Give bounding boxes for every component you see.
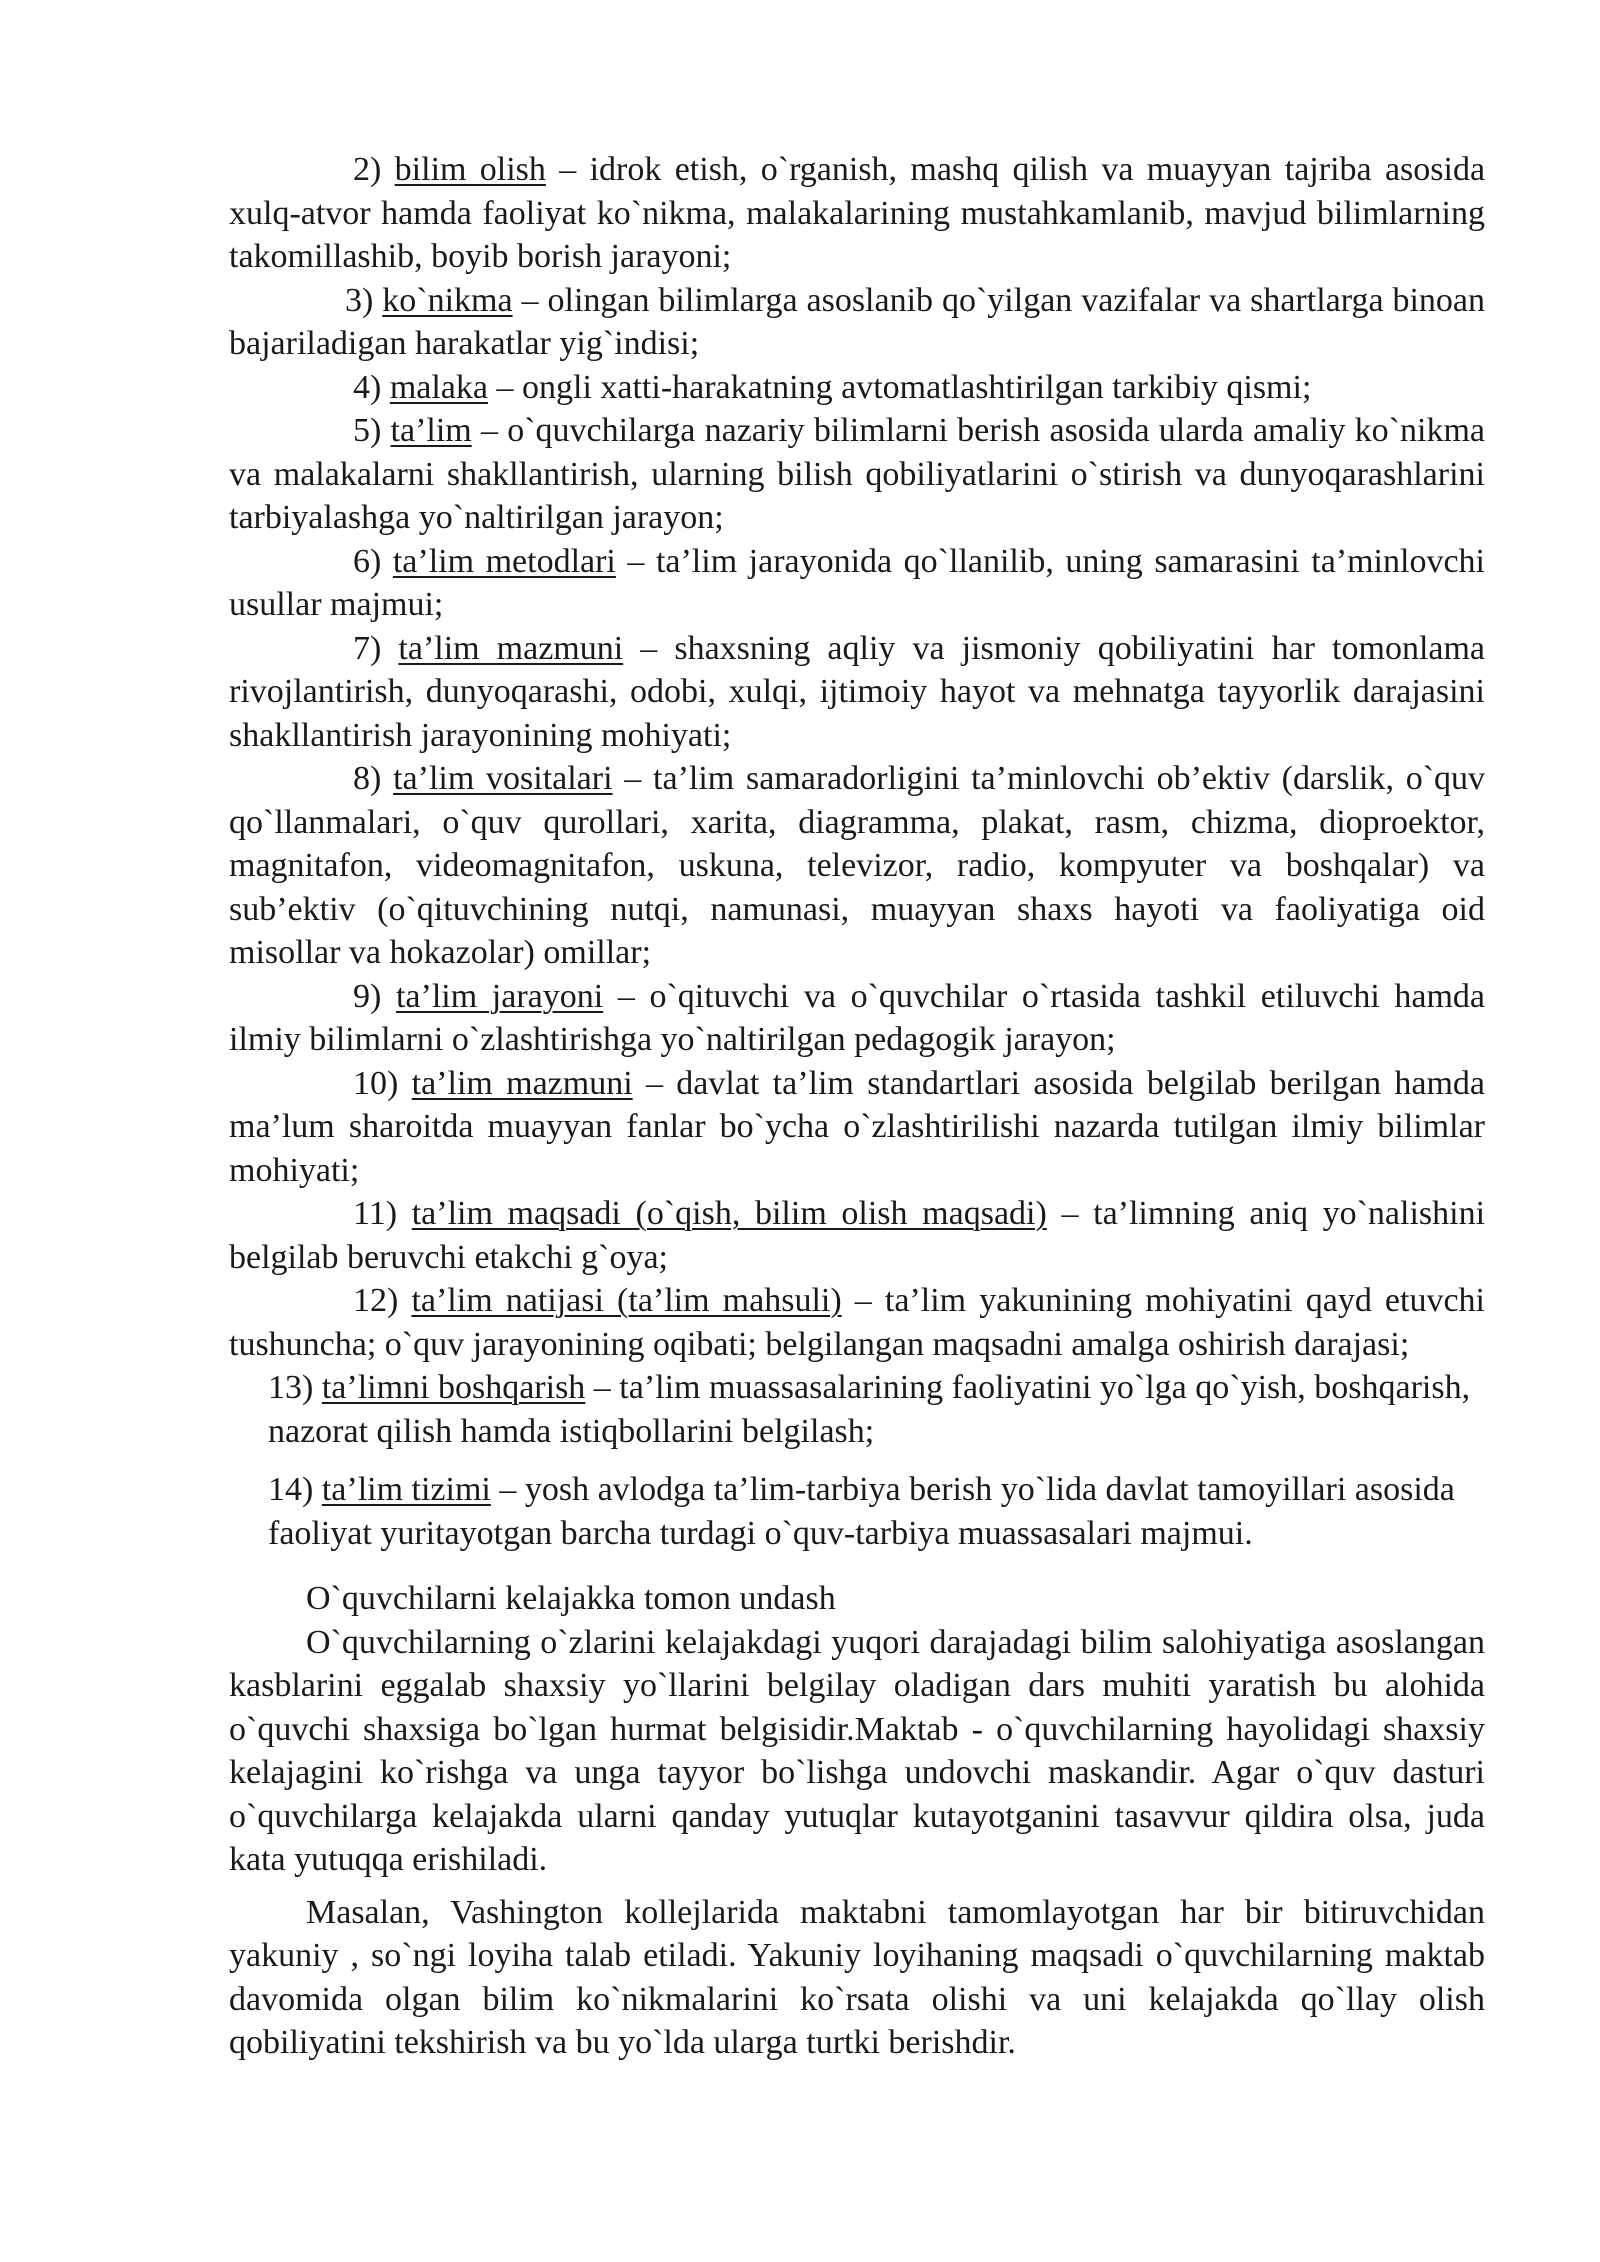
definition-item <box>229 757 1485 975</box>
dash: – <box>499 1471 517 1508</box>
item-number: 4) <box>353 368 382 406</box>
term: ta’lim metodlari <box>392 542 616 580</box>
definition-text: ta’lim jarayonida qo`llanilib, uning samarasini ta’minlovchi usullar majmui; <box>229 542 1485 623</box>
definition-item <box>229 627 1485 758</box>
definition-text: ta’lim muassasalarining faoliyatini yo`lga qo`yish, boshqarish, nazorat qilish hamda istiqbollarini belgilash; <box>268 1369 1471 1450</box>
definition-item <box>229 1192 1485 1279</box>
definition-item <box>229 1366 1485 1453</box>
definition-item <box>229 1062 1485 1193</box>
item-number: 14) <box>268 1471 314 1508</box>
term: ta’lim mazmuni <box>411 1064 633 1102</box>
body-paragraph: O`quvchilarning o`zlarini kelajakdagi yuqori darajadagi bilim salohiyatiga asoslangan kasblarini eggalab shaxsiy yo`llarini belgilay oladigan dars muhiti yaratish bu alohida o`quvchi shaxsiga bo`lgan hurmat belgisidir.Maktab - o`quvchilarning hayolidagi shaxsiy kelajagini ko`rishga va unga tayyor bo`lishga undovchi maskandir. Agar o`quv dasturi o`quvchilarga kelajakda ularni qanday yutuqlar kutayotganini tasavvur qildira olsa, juda kata yutuqqa erishiladi. <box>229 1623 1485 1878</box>
item-number: 11) <box>353 1195 398 1232</box>
item-number: 3) <box>345 281 374 319</box>
dash: – <box>640 629 658 667</box>
definition-text: ta’lim yakunining mohiyatini qayd etuvchi tushuncha; o`quv jarayonining oqibati; belgilangan maqsadni amalga oshirish darajasi; <box>229 1282 1485 1363</box>
term: malaka <box>389 368 488 406</box>
dash: – <box>480 412 498 449</box>
definition-text: yosh avlodga ta’lim-tarbiya berish yo`lida davlat tamoyillari asosida faoliyat yuritayotgan barcha turdagi o`quv-tarbiya muassasalari majmui. <box>268 1471 1455 1552</box>
dash: – <box>627 542 645 580</box>
definition-item <box>229 409 1485 540</box>
term: ta’lim vositalari <box>393 760 613 797</box>
definition-item <box>229 366 1485 410</box>
term: ta’lim mazmuni <box>398 629 624 667</box>
definition-text: olingan bilimlarga asoslanib qo`yilgan vazifalar va shartlarga binoan bajariladigan harakatlar yig`indisi; <box>229 281 1486 362</box>
item-number: 7) <box>353 629 382 667</box>
term: ta’lim tizimi <box>321 1471 491 1508</box>
definition-item <box>229 1279 1485 1366</box>
item-number: 2) <box>353 151 382 188</box>
definition-item <box>229 540 1485 627</box>
term: ta’limni boshqarish <box>321 1369 586 1406</box>
definition-text: o`qituvchi va o`quvchilar o`rtasida tashkil etiluvchi hamda ilmiy bilimlarni o`zlashtirishga yo`naltirilgan pedagogik jarayon; <box>229 977 1486 1058</box>
item-number: 12) <box>353 1282 399 1319</box>
definition-item <box>229 279 1485 366</box>
term: ta’lim jarayoni <box>395 977 604 1015</box>
item-number: 5) <box>353 412 382 449</box>
definition-item <box>229 148 1485 279</box>
dash: – <box>854 1282 872 1319</box>
term: ta’lim maqsadi (o`qish, bilim olish maqsadi) <box>411 1195 1047 1232</box>
definition-text: shaxsning aqliy va jismoniy qobiliyatini har tomonlama rivojlantirish, dunyoqarashi, odobi, xulqi, ijtimoiy hayot va mehnatga tayyorlik darajasini shakllantirish jarayonining mohiyati; <box>229 629 1486 754</box>
definition-item <box>229 1468 1485 1555</box>
body-paragraph: Masalan, Vashington kollejlarida maktabni tamomlayotgan har bir bitiruvchidan yakuniy , so`ngi loyiha talab etiladi. Yakuniy loyihaning maqsadi o`quvchilarning maktab davomida olgan bilim ko`nikmalarini ko`rsata olishi va uni kelajakda qo`llay olish qobiliyatini tekshirish va bu yo`lda ularga turtki berishdir. <box>229 1893 1485 2061</box>
definition-text: davlat ta’lim standartlari asosida belgilab berilgan hamda ma’lum sharoitda muayyan fanlar bo`ycha o`zlashtirilishi nazarda tutilgan ilmiy bilimlar mohiyati; <box>229 1064 1486 1189</box>
definition-text: ta’limning aniq yo`nalishini belgilab beruvchi etakchi g`oya; <box>229 1195 1486 1276</box>
dash: – <box>496 368 514 406</box>
section-title: O`quvchilarni kelajakka tomon undash <box>306 1580 836 1617</box>
term: ta’lim natijasi (ta’lim mahsuli) <box>411 1282 842 1319</box>
dash: – <box>1061 1195 1079 1232</box>
dash: – <box>521 281 539 319</box>
definition-text: ta’lim samaradorligini ta’minlovchi ob’ektiv (darslik, o`quv qo`llanmalari, o`quv qurollari, xarita, diagramma, plakat, rasm, chizma, dioproektor, magnitafon, videomagnitafon, uskuna, televizor, radio, kompyuter va boshqalar) va sub’ektiv (o`qituvchining nutqi, namunasi, muayyan shaxs hayoti va faoliyatiga oid misollar va hokazolar) omillar; <box>229 760 1486 971</box>
dash: – <box>645 1064 663 1102</box>
definition-text: ongli xatti-harakatning avtomatlashtirilgan tarkibiy qismi; <box>522 368 1312 406</box>
term: ko`nikma <box>382 281 513 319</box>
term: ta’lim <box>390 412 472 449</box>
dash: – <box>624 760 642 797</box>
definition-text: o`quvchilarga nazariy bilimlarni berish asosida ularda amaliy ko`nikma va malakalarni shakllantirish, ularning bilish qobiliyatlarini o`stirish va dunyoqarashlarini tarbiyalashga yo`naltirilgan jarayon; <box>229 412 1485 536</box>
dash: – <box>593 1369 611 1406</box>
item-number: 8) <box>353 760 382 797</box>
item-number: 13) <box>268 1369 314 1406</box>
term: bilim olish <box>394 151 546 188</box>
dash: – <box>559 151 577 188</box>
item-number: 6) <box>353 542 382 580</box>
item-number: 9) <box>353 977 382 1015</box>
document-page <box>229 148 1485 2065</box>
dash: – <box>617 977 635 1015</box>
definition-text: idrok etish, o`rganish, mashq qilish va muayyan tajriba asosida xulq-atvor hamda faoliyat ko`nikma, malakalarining mustahkamlanib, mavjud bilimlarning takomillashib, boyib borish jarayoni; <box>229 151 1486 275</box>
item-number: 10) <box>353 1064 399 1102</box>
definition-item <box>229 975 1485 1062</box>
